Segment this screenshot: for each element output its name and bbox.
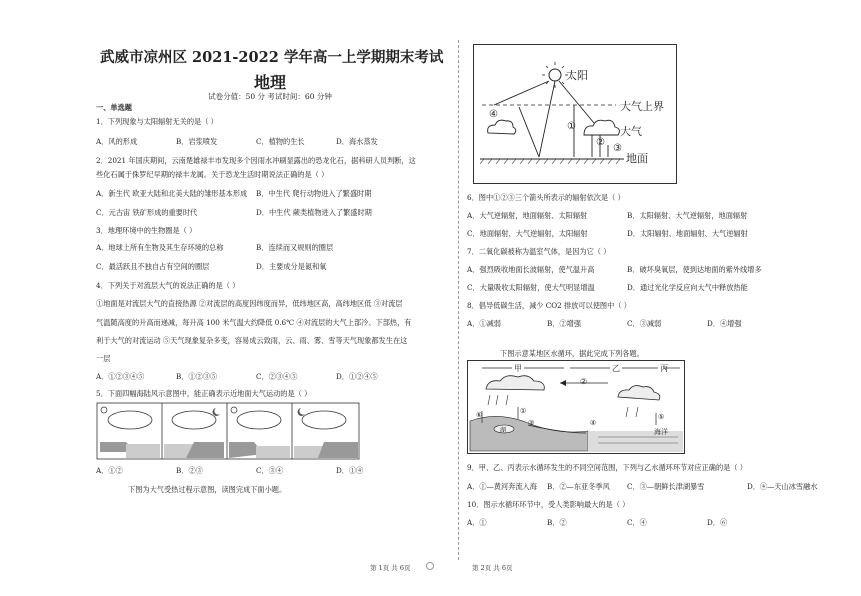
label-sun: 太阳 (566, 69, 588, 82)
q10-option-b: B．② (547, 518, 567, 527)
sea-land-breeze-figure (96, 402, 360, 460)
column-divider (458, 40, 459, 560)
q9-option-a: A．①—黄河奔流入海 (467, 482, 537, 491)
question-9: 9．甲、乙、丙表示水循环发生的不同空间范围，下列与乙水循环环节对应正确的是（ ） (467, 463, 747, 472)
q9-option-c: C．③—朝鲜长津湖暴雪 (627, 482, 705, 491)
question-2-line2: 些化石属于侏罗纪早期的禄丰龙属。关于恐龙生活时期说法正确的是（ ） (96, 170, 329, 179)
atmosphere-heating-figure (473, 44, 677, 184)
q6-option-c: C．地面辐射、大气逆辐射，太阳辐射 (467, 229, 588, 238)
label-yi: 乙 (612, 364, 620, 373)
q10-option-a: A．① (467, 518, 487, 527)
q9-option-b: B．②—东亚冬季风 (547, 482, 610, 491)
exam-title: 武威市凉州区 2021-2022 学年高一上学期期末考试 (100, 49, 444, 66)
wc-marker-3: ③ (528, 419, 535, 427)
figure-caption-2: 下图示意某地区水循环，据此完成下列各题。 (500, 349, 644, 358)
label-upper-atmosphere: 大气上界 (620, 100, 664, 113)
question-3: 3．地理环境中的生物圈是（ ） (96, 226, 197, 235)
q7-option-d: D．通过光化学反应向大气中释放热能 (627, 283, 748, 292)
label-atmosphere: 大气 (620, 125, 642, 138)
question-4-line1: ①地面是对流层大气的直接热源 ②对流层的高度因纬度而异，低纬地区高，高纬地区低 ③对流层 (96, 299, 403, 308)
q6-option-b: B．太阳辐射、大气逆辐射，地面辐射 (627, 211, 748, 220)
water-cycle-figure (467, 360, 685, 454)
q10-option-d: D．⑥ (707, 518, 728, 527)
wc-marker-2: ② (580, 377, 588, 386)
q1-option-d: D．海水蒸发 (336, 137, 378, 146)
marker-4: ④ (489, 109, 498, 120)
score-info: 试卷分值：50 分 考试时间：60 分钟 (208, 92, 332, 101)
question-10: 10．图示水循环环节中，受人类影响最大的是（ ） (467, 500, 630, 509)
subject-title: 地理 (253, 73, 286, 92)
label-jia: 甲 (514, 364, 522, 373)
wc-marker-1: ① (520, 407, 527, 415)
figure-caption: 下图为大气受热过程示意图，读图完成下面小题。 (128, 485, 287, 494)
page-separator-icon (426, 562, 434, 570)
question-2-line1: 2．2021 年国庆期间，云南楚雄禄丰市发现多个因雨水冲刷显露出的恐龙化石，据科研人员判断，这 (96, 156, 416, 165)
question-8: 8．倡导低碳生活，减少 CO2 排放可以使图中（ ） (467, 301, 631, 310)
question-7: 7．二氧化碳被称为温室气体，是因为它（ ） (467, 247, 611, 256)
question-6: 6．图中①②③三个箭头所表示的辐射依次是（ ） (467, 193, 625, 202)
page-footer-left: 第 1页 共 6页 (370, 564, 411, 572)
sun-icon (542, 62, 568, 88)
q8-option-c: C．③减弱 (627, 319, 662, 328)
q6-option-d: D．太阳辐射、地面辐射、大气逆辐射 (627, 229, 748, 238)
q5-option-d: D．①④ (336, 466, 364, 475)
page-footer-right: 第 2页 共 6页 (472, 564, 513, 572)
q4-option-b: B．①②③⑤ (176, 372, 218, 381)
q6-option-a: A．大气逆辐射，地面辐射、太阳辐射 (467, 211, 588, 220)
question-4-line3: 利于大气的对流运动 ⑤天气现象复杂多变，容易成云致雨，云、雨、雾、雪等天气现象都发生在这 (96, 336, 408, 345)
q3-option-d: D．主要成分是氮和氧 (256, 262, 327, 271)
label-bing: 丙 (660, 364, 668, 373)
marker-2: ② (596, 137, 605, 148)
wc-marker-4: ④ (590, 419, 597, 427)
wc-marker-5: ⑤ (658, 413, 665, 421)
sun-icon (101, 407, 107, 413)
q7-option-b: B．破坏臭氧层，使到达地面的紫外线增多 (627, 265, 762, 274)
question-1: 1．下列现象与太阳辐射无关的是（ ） (96, 117, 218, 126)
q9-option-d: D．④—天山冰雪融水 (747, 482, 818, 491)
marker-1: ① (567, 121, 576, 132)
q8-option-b: B．②增强 (547, 319, 582, 328)
q3-option-b: B．连续而又规则的圈层 (256, 243, 334, 252)
moon-icon (213, 408, 220, 416)
q2-option-a: A．新生代 欧亚大陆和北美大陆的雏形基本形成 (96, 189, 248, 198)
q7-option-a: A．强烈吸收地面长波辐射，使气温升高 (467, 265, 595, 274)
sun-icon (231, 407, 237, 413)
label-ocean: 海洋 (654, 428, 668, 436)
q4-option-c: C．②③④⑤ (256, 372, 298, 381)
q1-option-a: A．风的形成 (96, 137, 138, 146)
q5-option-b: B．②③ (176, 466, 203, 475)
marker-3: ③ (613, 143, 622, 154)
label-lake: 湖 (500, 427, 507, 434)
q8-option-a: A．①减弱 (467, 319, 501, 328)
question-4-line2: 气温随高度的升高而递减，每升高 100 米气温大约降低 0.6℃ ④对流层的大气上部冷、下部热，有 (96, 318, 412, 327)
q3-option-c: C．最活跃且不独自占有空间的圈层 (96, 262, 210, 271)
q5-option-a: A．①② (96, 466, 123, 475)
q4-option-d: D．①②④⑤ (336, 372, 378, 381)
q3-option-a: A．地球上所有生物及其生存环境的总称 (96, 243, 224, 252)
question-4: 4．下列关于对流层大气的说法正确的是（ ） (96, 281, 240, 290)
q2-option-b: B．中生代 爬行动物进入了繁盛时期 (256, 189, 372, 198)
q2-option-c: C．元古宙 铁矿形成的重要时代 (96, 208, 198, 217)
label-ground: 地面 (626, 152, 648, 165)
q8-option-d: D．④增强 (707, 319, 742, 328)
moon-icon (298, 408, 305, 416)
wc-marker-6: ⑥ (476, 411, 483, 419)
section-heading: 一、单选题 (96, 103, 132, 112)
q4-option-a: A．①②③④⑤ (96, 372, 145, 381)
question-4-line4: 一层 (96, 354, 111, 363)
q1-option-b: B．岩浆喷发 (176, 137, 218, 146)
question-5: 5．下面四幅海陆风示意图中，能正确表示近地面大气运动的是（ ） (96, 389, 312, 398)
q1-option-c: C．植物的生长 (256, 137, 305, 146)
q10-option-c: C．④ (627, 518, 647, 527)
q2-option-d: D．中生代 蕨类植物进入了繁盛时期 (256, 208, 372, 217)
q7-option-c: C．大量吸收太阳辐射，使大气明显增温 (467, 283, 595, 292)
q5-option-c: C．③④ (256, 466, 284, 475)
